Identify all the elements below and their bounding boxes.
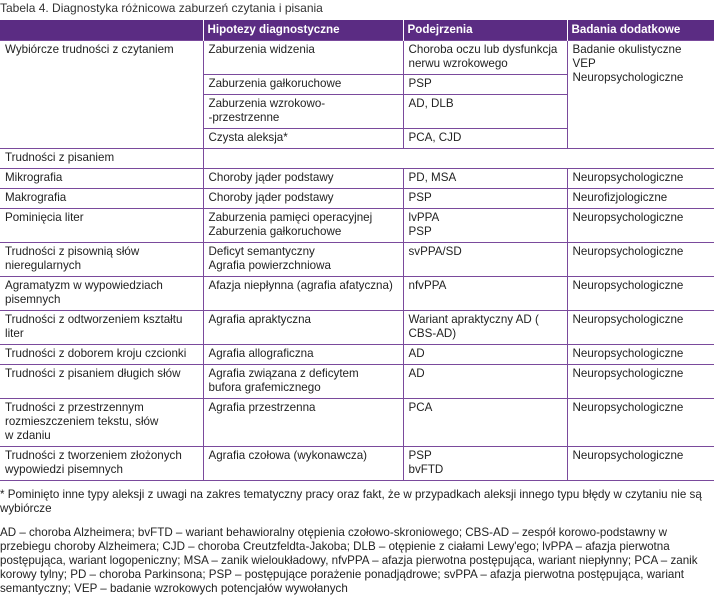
suspicion-cell <box>403 95 567 129</box>
header-cell-tests: Badania dodatkowe <box>567 20 714 41</box>
cell-text-line: Zaburzenia gałkoruchowe <box>208 225 342 238</box>
group-label: Wybiórcze trudności z czytaniem <box>5 43 174 56</box>
tests-cell <box>567 189 714 209</box>
tests-cell <box>567 345 714 365</box>
symptom-cell <box>0 399 203 447</box>
cell-text-line: Agrafia przestrzenna <box>208 401 316 414</box>
symptom-cell <box>0 277 203 311</box>
cell-text-line: PSP <box>408 225 432 238</box>
cell-text-line: pisemnych <box>5 293 61 306</box>
cell-text-line: PCA, CJD <box>408 131 462 144</box>
cell-text-line: rozmieszczeniem tekstu, słów <box>5 415 159 428</box>
hypothesis-cell <box>203 209 403 243</box>
hypothesis-cell <box>203 41 403 75</box>
cell-text-line: Trudności z pisaniem długich słów <box>5 367 181 380</box>
cell-text-line: Agrafia apraktyczna <box>208 313 311 326</box>
cell-text-line: Neuropsychologiczne <box>572 313 684 326</box>
cell-text-line: Choroba oczu lub dysfunkcja <box>408 43 558 56</box>
hypothesis-cell <box>203 311 403 345</box>
suspicion-cell <box>403 169 567 189</box>
suspicion-cell <box>403 365 567 399</box>
symptom-cell <box>0 311 203 345</box>
suspicion-cell <box>403 311 567 345</box>
cell-text-line: Choroby jąder podstawy <box>208 171 334 184</box>
cell-text-line: bufora grafemicznego <box>208 381 321 394</box>
section-row <box>0 149 714 169</box>
cell-text-line: Badanie okulistyczne <box>572 43 682 56</box>
cell-text-line: Deficyt semantyczny <box>208 245 315 258</box>
group-label-cell <box>0 41 203 149</box>
cell-text-line: Zaburzenia widzenia <box>208 43 315 56</box>
cell-text-line: Zaburzenia pamięci operacyjnej <box>208 211 373 224</box>
cell-text-line: PCA <box>408 401 433 414</box>
symptom-cell <box>0 345 203 365</box>
cell-text-line: Neuropsychologiczne <box>572 401 684 414</box>
cell-text-line: liter <box>5 327 24 340</box>
cell-text-line: CBS-AD) <box>408 327 457 340</box>
cell-text-line: Pominięcia liter <box>5 211 84 224</box>
tests-cell <box>567 243 714 277</box>
hypothesis-cell <box>203 189 403 209</box>
table-row <box>0 399 714 447</box>
symptom-cell <box>0 189 203 209</box>
cell-text-line: w zdaniu <box>5 429 51 442</box>
cell-text-line: Agramatyzm w wypowiedziach <box>5 279 163 292</box>
cell-text-line: Makrografia <box>5 191 67 204</box>
hypothesis-cell <box>203 75 403 95</box>
table-row <box>0 447 714 481</box>
hypothesis-cell <box>203 365 403 399</box>
cell-text-line: PSP <box>408 191 432 204</box>
cell-text-line: Trudności z doborem kroju czcionki <box>5 347 187 360</box>
cell-text-line: Neurofizjologiczne <box>572 191 668 204</box>
suspicion-cell <box>403 129 567 149</box>
cell-text-line: AD <box>408 347 425 360</box>
footnote-star: * Pominięto inne typy aleksji z uwagi na zakres tematyczny pracy oraz fakt, że w przypadkach aleksji innego typu błędy w czytaniu nie są wybiórcze <box>0 488 702 515</box>
suspicion-cell <box>403 277 567 311</box>
cell-text-line: lvPPA <box>408 211 440 224</box>
cell-text-line: Trudności z tworzeniem złożonych <box>5 449 182 462</box>
cell-text-line: Neuropsychologiczne <box>572 279 684 292</box>
tests-cell <box>567 311 714 345</box>
suspicion-cell <box>403 399 567 447</box>
symptom-cell <box>0 209 203 243</box>
cell-text-line: Agrafia czołowa (wykonawcza) <box>208 449 368 462</box>
table-row <box>0 365 714 399</box>
cell-text-line: PSP <box>408 77 432 90</box>
section-label-cell: Trudności z pisaniem <box>0 149 203 169</box>
cell-text-line: -przestrzenne <box>208 111 280 124</box>
table-row <box>0 311 714 345</box>
cell-text-line: nfvPPA <box>408 279 447 292</box>
table-header-row <box>0 20 714 41</box>
tests-cell <box>567 209 714 243</box>
cell-text-line: VEP <box>572 57 596 70</box>
hypothesis-cell <box>203 95 403 129</box>
symptom-cell <box>0 169 203 189</box>
suspicion-cell <box>403 75 567 95</box>
table-body <box>0 41 714 481</box>
table-row <box>0 345 714 365</box>
cell-text-line: Trudności z odtworzeniem kształtu <box>5 313 183 326</box>
suspicion-cell <box>403 345 567 365</box>
cell-text-line: PSP <box>408 449 432 462</box>
hypothesis-cell <box>203 243 403 277</box>
tests-cell <box>567 277 714 311</box>
cell-text-line: Agrafia allograficzna <box>208 347 314 360</box>
header-cell-suspicions: Podejrzenia <box>403 20 567 41</box>
symptom-cell <box>0 365 203 399</box>
suspicion-cell <box>403 447 567 481</box>
table-row <box>0 243 714 277</box>
cell-text-line: Neuropsychologiczne <box>572 171 684 184</box>
cell-text-line: Wariant apraktyczny AD ( <box>408 313 539 326</box>
symptom-cell <box>0 243 203 277</box>
cell-text-line: Neuropsychologiczne <box>572 347 684 360</box>
cell-text-line: Zaburzenia wzrokowo- <box>208 97 326 110</box>
cell-text-line: PD, MSA <box>408 171 457 184</box>
table-row <box>0 41 714 75</box>
cell-text-line: Agrafia powierzchniowa <box>208 259 331 272</box>
hypothesis-cell <box>203 399 403 447</box>
table-row <box>0 169 714 189</box>
cell-text-line: Choroby jąder podstawy <box>208 191 334 204</box>
cell-text-line: Czysta aleksja* <box>208 131 288 144</box>
cell-text-line: Trudności z przestrzennym <box>5 401 144 414</box>
section-empty-cell <box>203 149 714 169</box>
differential-diagnosis-table <box>0 20 714 481</box>
hypothesis-cell <box>203 277 403 311</box>
cell-text-line: svPPA/SD <box>408 245 462 258</box>
header-cell-empty <box>0 20 203 41</box>
hypothesis-cell <box>203 447 403 481</box>
suspicion-cell <box>403 209 567 243</box>
cell-text-line: Zaburzenia gałkoruchowe <box>208 77 342 90</box>
cell-text-line: nerwu wzrokowego <box>408 57 508 70</box>
table-row <box>0 209 714 243</box>
tests-cell <box>567 365 714 399</box>
suspicion-cell <box>403 189 567 209</box>
tests-cell <box>567 41 714 149</box>
table-caption: Tabela 4. Diagnostyka różnicowa zaburzeń czytania i pisania <box>0 1 323 15</box>
suspicion-cell <box>403 41 567 75</box>
table-row <box>0 277 714 311</box>
cell-text-line: Agrafia związana z deficytem <box>208 367 359 380</box>
symptom-cell <box>0 447 203 481</box>
tests-cell <box>567 399 714 447</box>
cell-text-line: AD <box>408 367 425 380</box>
hypothesis-cell <box>203 345 403 365</box>
abbreviations-note: AD – choroba Alzheimera; bvFTD – wariant behawioralny otępienia czołowo-skroniowego; CBS-AD – zespół korowo-podstawny w przebiegu choroby Alzheimera; CJD – choroba Creutzfeldta-Jakoba; DLB – otępienie z ciałami Lewy'ego; lvPPA – afazja pierwotna postępująca, wariant logopeniczny; MSA – zanik wieloukładowy, nfvPPA – afazja pierwotna postępująca, wariant niepłynny; PCA – zanik korowy tylny; PD – choroba Parkinsona; PSP – postępujące porażenie ponadjądrowe; svPPA – afazja pierwotna postępująca, wariant semantyczny; VEP – badanie wzrokowych potencjałów wywołanych <box>0 526 698 595</box>
cell-text-line: Trudności z pisownią słów <box>5 245 140 258</box>
cell-text-line: AD, DLB <box>408 97 454 110</box>
cell-text-line: bvFTD <box>408 463 444 476</box>
table-row <box>0 189 714 209</box>
tests-cell <box>567 169 714 189</box>
suspicion-cell <box>403 243 567 277</box>
cell-text-line: wypowiedzi pisemnych <box>5 463 123 476</box>
cell-text-line: Neuropsychologiczne <box>572 211 684 224</box>
tests-cell <box>567 447 714 481</box>
header-cell-hypotheses: Hipotezy diagnostyczne <box>203 20 403 41</box>
cell-text-line: Mikrografia <box>5 171 63 184</box>
hypothesis-cell <box>203 129 403 149</box>
cell-text-line: Neuropsychologiczne <box>572 71 684 84</box>
cell-text-line: Neuropsychologiczne <box>572 367 684 380</box>
cell-text-line: Neuropsychologiczne <box>572 449 684 462</box>
hypothesis-cell <box>203 169 403 189</box>
cell-text-line: Neuropsychologiczne <box>572 245 684 258</box>
cell-text-line: Afazja niepłynna (agrafia afatyczna) <box>208 279 393 292</box>
cell-text-line: nieregularnych <box>5 259 82 272</box>
